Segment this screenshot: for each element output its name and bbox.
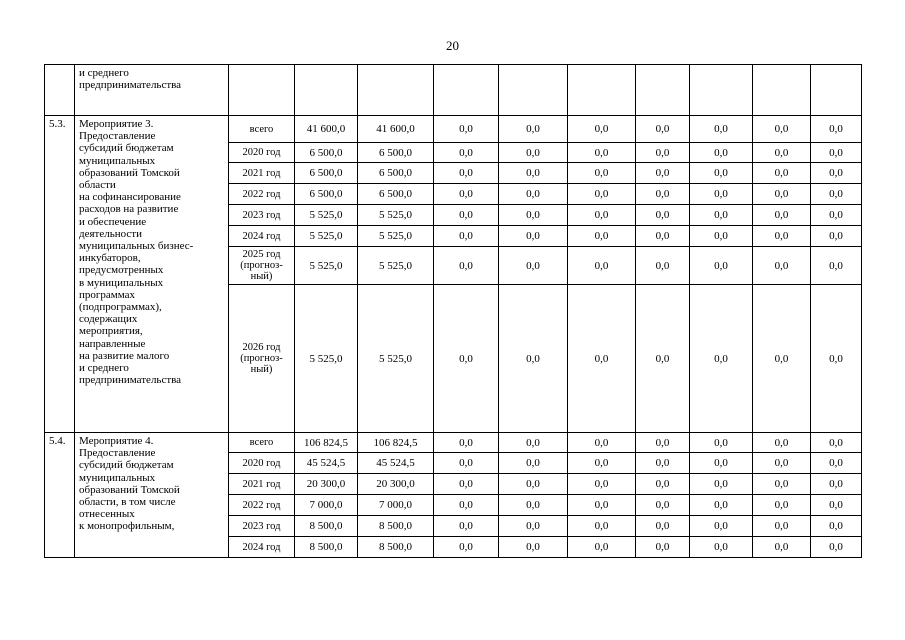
- value-cell: 0,0: [636, 433, 690, 453]
- period-cell: 2020 год: [229, 143, 295, 163]
- value-cell: 0,0: [690, 116, 753, 143]
- value-cell: 0,0: [690, 184, 753, 205]
- value-cell: 0,0: [434, 433, 499, 453]
- value-cell: 0,0: [811, 495, 862, 516]
- value-cell: 5 525,0: [358, 285, 434, 433]
- value-cell: 0,0: [753, 226, 811, 247]
- value-cell: 5 525,0: [358, 247, 434, 285]
- period-cell: 2020 год: [229, 453, 295, 474]
- value-cell: 5 525,0: [295, 205, 358, 226]
- value-cell: 5 525,0: [295, 247, 358, 285]
- description-cell: Мероприятие 3. Предоставление субсидий бюджетам муниципальных образований Томской области на софинансирование расходов на развитие и обеспечение деятельности муниципальных бизнес- инкубаторов, предусмотренных в муниципальных программах (подпрограммах), содержащих мероприятия, направленные на развитие малого и среднего предпринимательства: [75, 116, 229, 433]
- value-cell: 0,0: [811, 184, 862, 205]
- description-cell: и среднего предпринимательства: [75, 65, 229, 116]
- value-cell: 6 500,0: [295, 163, 358, 184]
- page-number: 20: [446, 38, 459, 53]
- value-cell: 0,0: [636, 516, 690, 537]
- period-cell: 2021 год: [229, 163, 295, 184]
- value-cell: 0,0: [568, 163, 636, 184]
- value-cell: 0,0: [499, 453, 568, 474]
- empty-cell: [499, 65, 568, 116]
- value-cell: 0,0: [690, 285, 753, 433]
- empty-cell: [690, 65, 753, 116]
- value-cell: 0,0: [499, 116, 568, 143]
- value-cell: 0,0: [753, 537, 811, 558]
- value-cell: 0,0: [499, 433, 568, 453]
- value-cell: 0,0: [811, 205, 862, 226]
- value-cell: 0,0: [499, 474, 568, 495]
- value-cell: 0,0: [568, 474, 636, 495]
- value-cell: 5 525,0: [295, 285, 358, 433]
- value-cell: 0,0: [753, 116, 811, 143]
- value-cell: 0,0: [499, 163, 568, 184]
- value-cell: 0,0: [499, 247, 568, 285]
- value-cell: 0,0: [636, 205, 690, 226]
- value-cell: 6 500,0: [295, 143, 358, 163]
- value-cell: 0,0: [636, 116, 690, 143]
- value-cell: 0,0: [434, 143, 499, 163]
- value-cell: 0,0: [568, 537, 636, 558]
- empty-cell: [753, 65, 811, 116]
- empty-cell: [358, 65, 434, 116]
- value-cell: 0,0: [690, 205, 753, 226]
- period-cell: 2025 год (прогноз- ный): [229, 247, 295, 285]
- value-cell: 0,0: [434, 285, 499, 433]
- value-cell: 106 824,5: [358, 433, 434, 453]
- period-cell: 2023 год: [229, 516, 295, 537]
- value-cell: 6 500,0: [358, 184, 434, 205]
- empty-cell: [229, 65, 295, 116]
- value-cell: 0,0: [811, 247, 862, 285]
- value-cell: 0,0: [753, 163, 811, 184]
- value-cell: 0,0: [753, 474, 811, 495]
- value-cell: 0,0: [568, 433, 636, 453]
- value-cell: 0,0: [811, 474, 862, 495]
- value-cell: 0,0: [753, 453, 811, 474]
- value-cell: 5 525,0: [295, 226, 358, 247]
- value-cell: 0,0: [690, 143, 753, 163]
- value-cell: 0,0: [690, 495, 753, 516]
- value-cell: 0,0: [690, 453, 753, 474]
- value-cell: 41 600,0: [295, 116, 358, 143]
- value-cell: 0,0: [568, 495, 636, 516]
- budget-table: [44, 64, 862, 558]
- value-cell: 0,0: [811, 433, 862, 453]
- value-cell: 0,0: [499, 516, 568, 537]
- empty-cell: [295, 65, 358, 116]
- value-cell: 0,0: [499, 226, 568, 247]
- value-cell: 0,0: [568, 116, 636, 143]
- value-cell: 0,0: [434, 495, 499, 516]
- value-cell: 6 500,0: [295, 184, 358, 205]
- row-number-cell: 5.3.: [45, 116, 75, 433]
- value-cell: 0,0: [753, 247, 811, 285]
- value-cell: 0,0: [636, 537, 690, 558]
- value-cell: 0,0: [811, 516, 862, 537]
- value-cell: 0,0: [811, 143, 862, 163]
- empty-cell: [434, 65, 499, 116]
- period-cell: 2022 год: [229, 495, 295, 516]
- value-cell: 0,0: [636, 226, 690, 247]
- value-cell: 8 500,0: [358, 537, 434, 558]
- period-cell: 2026 год (прогноз- ный): [229, 285, 295, 433]
- period-cell: 2022 год: [229, 184, 295, 205]
- value-cell: 0,0: [636, 453, 690, 474]
- value-cell: 0,0: [753, 516, 811, 537]
- value-cell: 0,0: [434, 226, 499, 247]
- value-cell: 0,0: [434, 537, 499, 558]
- value-cell: 0,0: [499, 184, 568, 205]
- empty-cell: [811, 65, 862, 116]
- value-cell: 0,0: [636, 495, 690, 516]
- value-cell: 0,0: [753, 205, 811, 226]
- value-cell: 0,0: [499, 205, 568, 226]
- value-cell: 0,0: [811, 163, 862, 184]
- period-cell: всего: [229, 433, 295, 453]
- value-cell: 20 300,0: [358, 474, 434, 495]
- value-cell: 0,0: [434, 516, 499, 537]
- value-cell: 0,0: [636, 474, 690, 495]
- value-cell: 0,0: [811, 453, 862, 474]
- period-cell: всего: [229, 116, 295, 143]
- value-cell: 0,0: [636, 285, 690, 433]
- value-cell: 0,0: [753, 433, 811, 453]
- value-cell: 0,0: [568, 143, 636, 163]
- value-cell: 6 500,0: [358, 163, 434, 184]
- period-cell: 2023 год: [229, 205, 295, 226]
- value-cell: 0,0: [753, 184, 811, 205]
- value-cell: 0,0: [499, 143, 568, 163]
- value-cell: 0,0: [753, 143, 811, 163]
- value-cell: 8 500,0: [295, 537, 358, 558]
- value-cell: 0,0: [434, 116, 499, 143]
- value-cell: 45 524,5: [358, 453, 434, 474]
- value-cell: 0,0: [568, 226, 636, 247]
- value-cell: 0,0: [568, 205, 636, 226]
- value-cell: 0,0: [568, 453, 636, 474]
- value-cell: 0,0: [690, 226, 753, 247]
- value-cell: 0,0: [690, 433, 753, 453]
- value-cell: 0,0: [568, 247, 636, 285]
- value-cell: 0,0: [690, 516, 753, 537]
- row-number-cell: [45, 65, 75, 116]
- value-cell: 0,0: [811, 226, 862, 247]
- value-cell: 0,0: [568, 285, 636, 433]
- value-cell: 6 500,0: [358, 143, 434, 163]
- value-cell: 0,0: [434, 453, 499, 474]
- value-cell: 0,0: [434, 163, 499, 184]
- value-cell: 0,0: [499, 537, 568, 558]
- period-cell: 2021 год: [229, 474, 295, 495]
- description-cell: Мероприятие 4. Предоставление субсидий бюджетам муниципальных образований Томской области, в том числе отнесенных к монопрофильным,: [75, 433, 229, 558]
- value-cell: 41 600,0: [358, 116, 434, 143]
- value-cell: 0,0: [636, 247, 690, 285]
- value-cell: 0,0: [690, 163, 753, 184]
- value-cell: 8 500,0: [295, 516, 358, 537]
- value-cell: 45 524,5: [295, 453, 358, 474]
- table-body: [45, 65, 862, 558]
- value-cell: 0,0: [753, 285, 811, 433]
- value-cell: 0,0: [434, 184, 499, 205]
- value-cell: 0,0: [434, 474, 499, 495]
- empty-cell: [568, 65, 636, 116]
- value-cell: 7 000,0: [295, 495, 358, 516]
- value-cell: 0,0: [690, 247, 753, 285]
- table-row: [45, 433, 862, 453]
- value-cell: 0,0: [636, 143, 690, 163]
- value-cell: 0,0: [434, 205, 499, 226]
- period-cell: 2024 год: [229, 537, 295, 558]
- value-cell: 0,0: [636, 163, 690, 184]
- value-cell: 0,0: [568, 516, 636, 537]
- row-number-cell: 5.4.: [45, 433, 75, 558]
- continuation-row: [45, 65, 862, 116]
- value-cell: 8 500,0: [358, 516, 434, 537]
- value-cell: 0,0: [499, 285, 568, 433]
- value-cell: 0,0: [753, 495, 811, 516]
- value-cell: 5 525,0: [358, 205, 434, 226]
- value-cell: 0,0: [636, 184, 690, 205]
- empty-cell: [636, 65, 690, 116]
- value-cell: 0,0: [434, 247, 499, 285]
- value-cell: 0,0: [568, 184, 636, 205]
- value-cell: 7 000,0: [358, 495, 434, 516]
- value-cell: 106 824,5: [295, 433, 358, 453]
- value-cell: 0,0: [690, 474, 753, 495]
- value-cell: 20 300,0: [295, 474, 358, 495]
- value-cell: 5 525,0: [358, 226, 434, 247]
- value-cell: 0,0: [811, 116, 862, 143]
- value-cell: 0,0: [811, 285, 862, 433]
- value-cell: 0,0: [499, 495, 568, 516]
- table-row: [45, 116, 862, 143]
- value-cell: 0,0: [690, 537, 753, 558]
- period-cell: 2024 год: [229, 226, 295, 247]
- value-cell: 0,0: [811, 537, 862, 558]
